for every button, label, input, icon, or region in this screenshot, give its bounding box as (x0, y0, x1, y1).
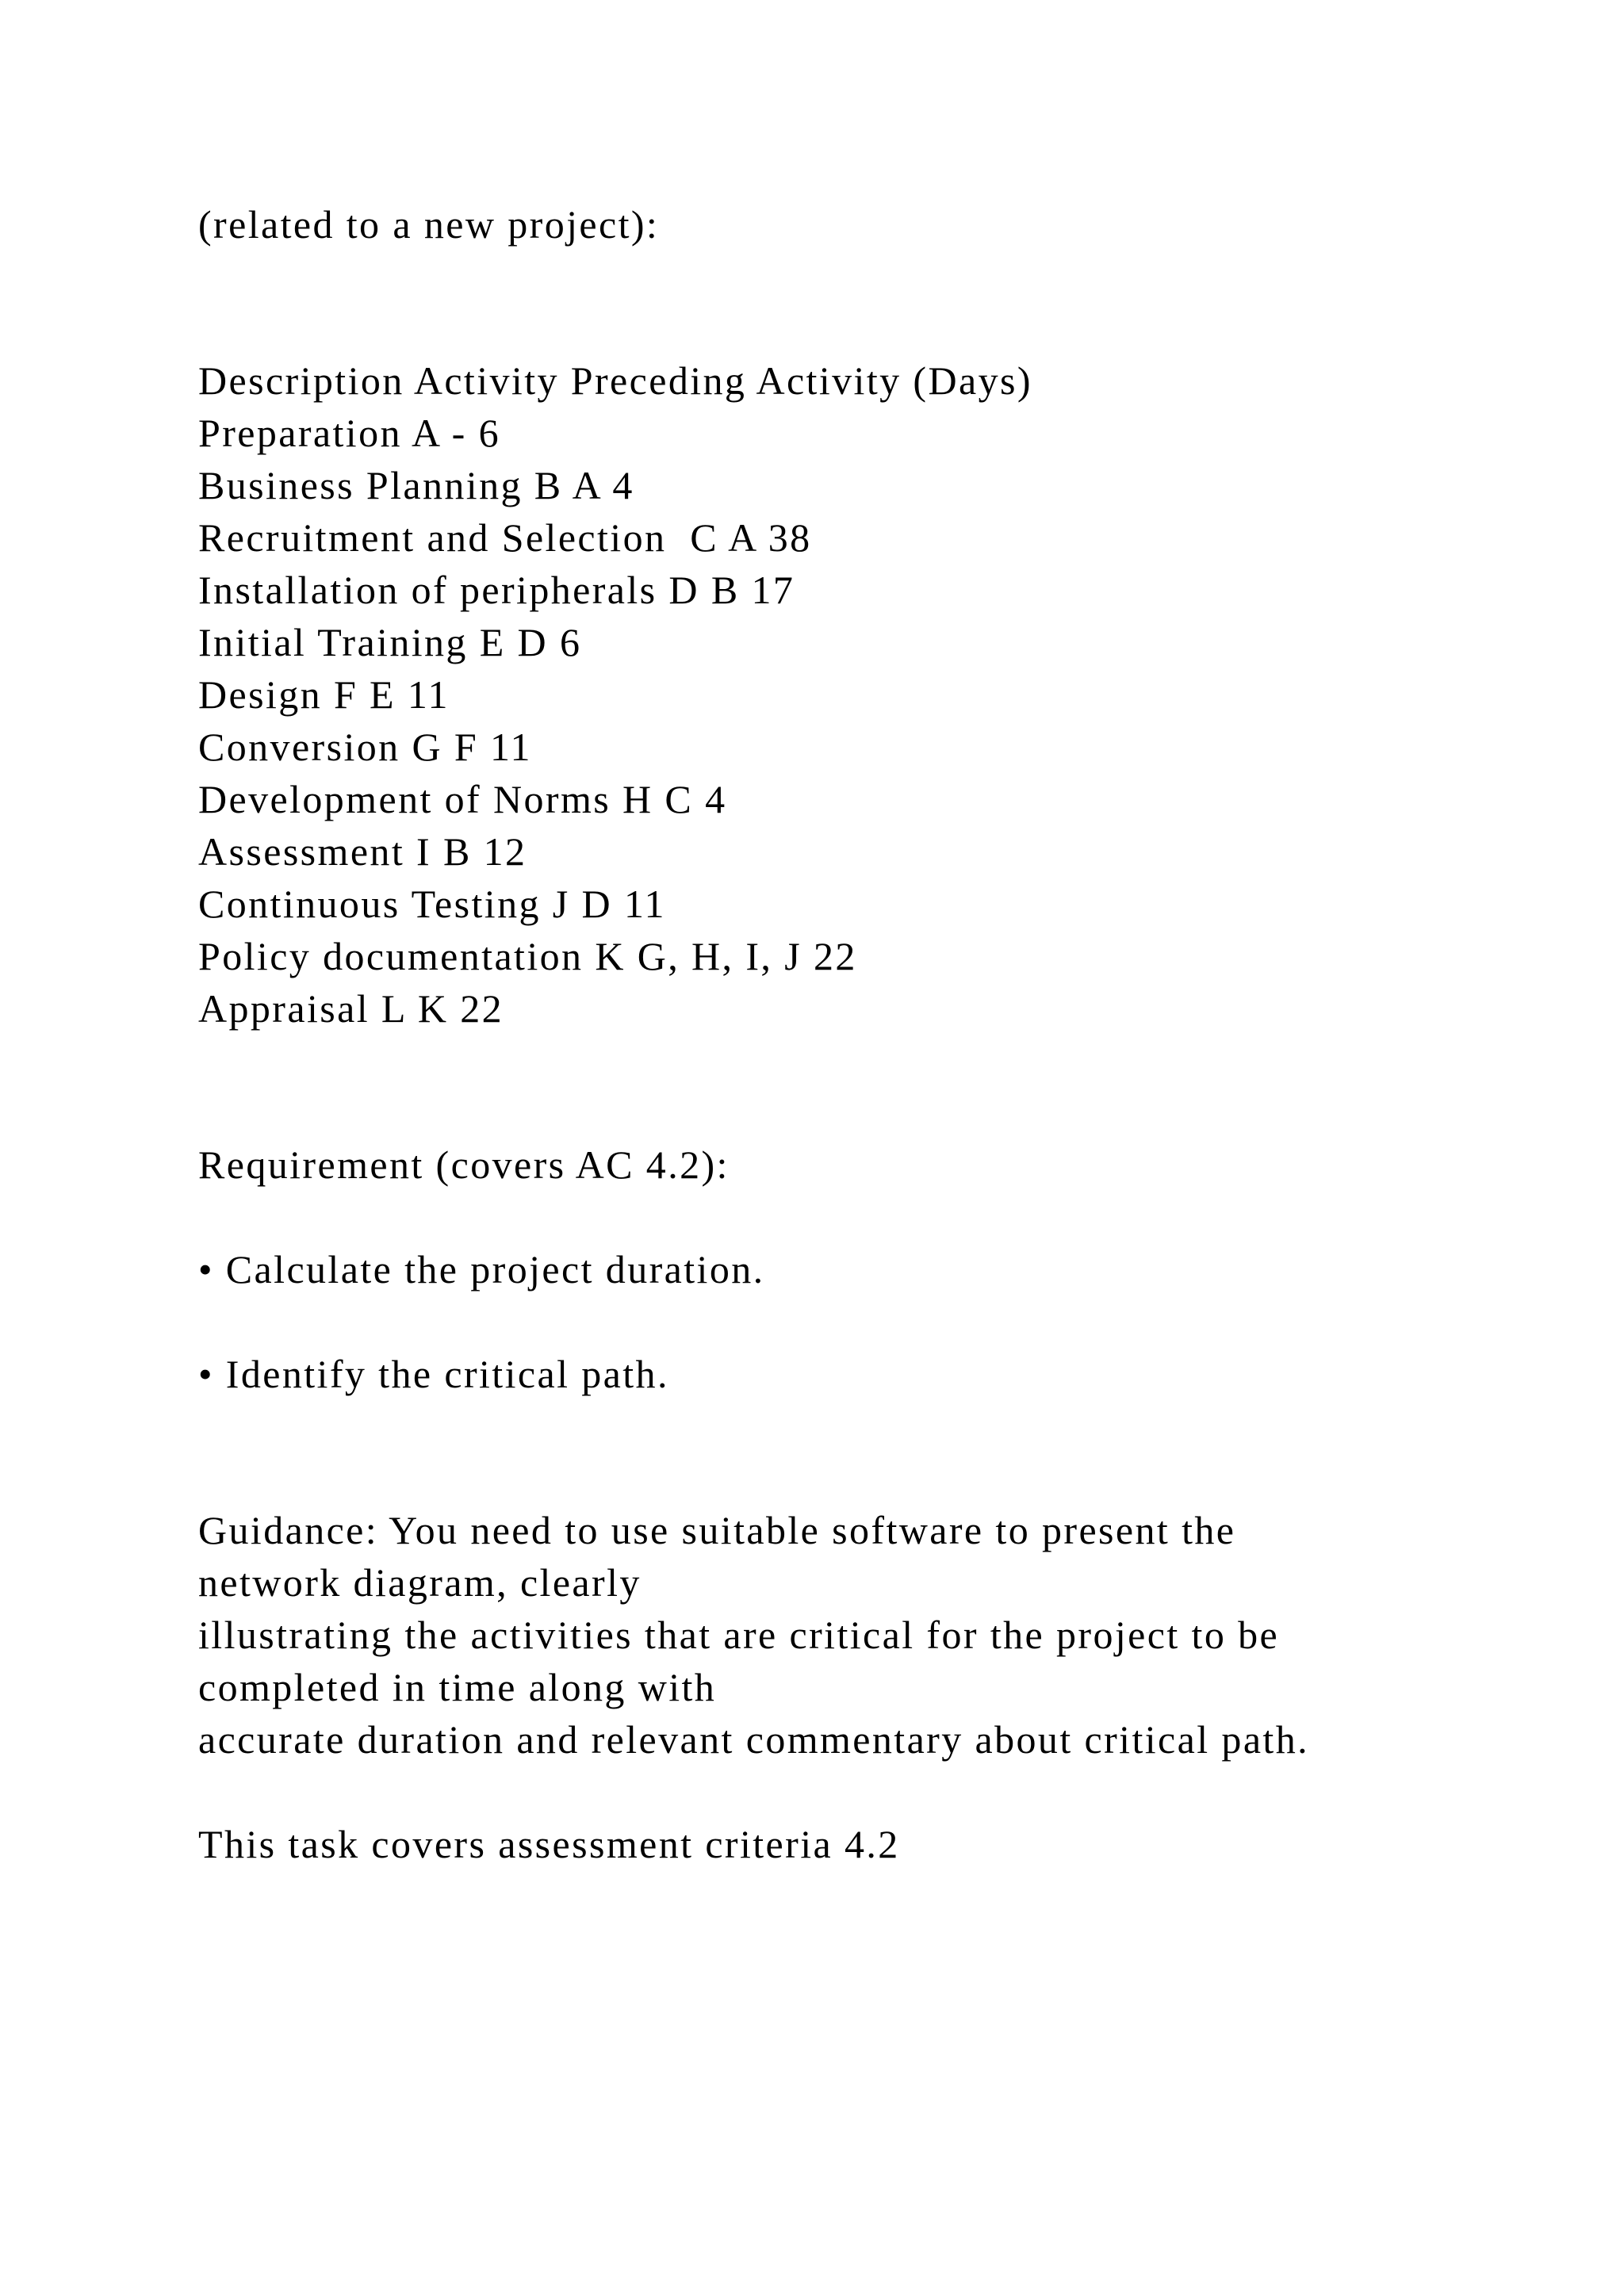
footer-text: This task covers assessment criteria 4.2 (198, 1822, 900, 1866)
guidance-line: completed in time along with (198, 1665, 717, 1709)
table-row: Recruitment and Selection C A 38 (198, 515, 812, 560)
guidance-line: Guidance: You need to use suitable software to present the (198, 1508, 1236, 1552)
table-row: Business Planning B A 4 (198, 463, 634, 507)
table-row: Initial Training E D 6 (198, 620, 582, 664)
table-row: Assessment I B 12 (198, 829, 527, 874)
table-row: Installation of peripherals D B 17 (198, 568, 795, 612)
table-row: Continuous Testing J D 11 (198, 882, 666, 926)
table-row: Policy documentation K G, H, I, J 22 (198, 934, 857, 978)
table-row: Preparation A - 6 (198, 411, 501, 455)
requirement-bullet: • Identify the critical path. (198, 1352, 669, 1396)
table-header: Description Activity Preceding Activity (Days) (198, 358, 1032, 403)
intro-text: (related to a new project): (198, 202, 660, 247)
table-row: Conversion G F 11 (198, 725, 532, 769)
requirement-heading: Requirement (covers AC 4.2): (198, 1142, 730, 1187)
table-row: Development of Norms H C 4 (198, 777, 727, 821)
guidance-line: illustrating the activities that are critical for the project to be (198, 1613, 1280, 1657)
table-row: Design F E 11 (198, 672, 450, 717)
requirement-bullet: • Calculate the project duration. (198, 1247, 765, 1292)
guidance-line: network diagram, clearly (198, 1560, 642, 1605)
guidance-line: accurate duration and relevant commentary about critical path. (198, 1717, 1309, 1762)
table-row: Appraisal L K 22 (198, 986, 504, 1031)
